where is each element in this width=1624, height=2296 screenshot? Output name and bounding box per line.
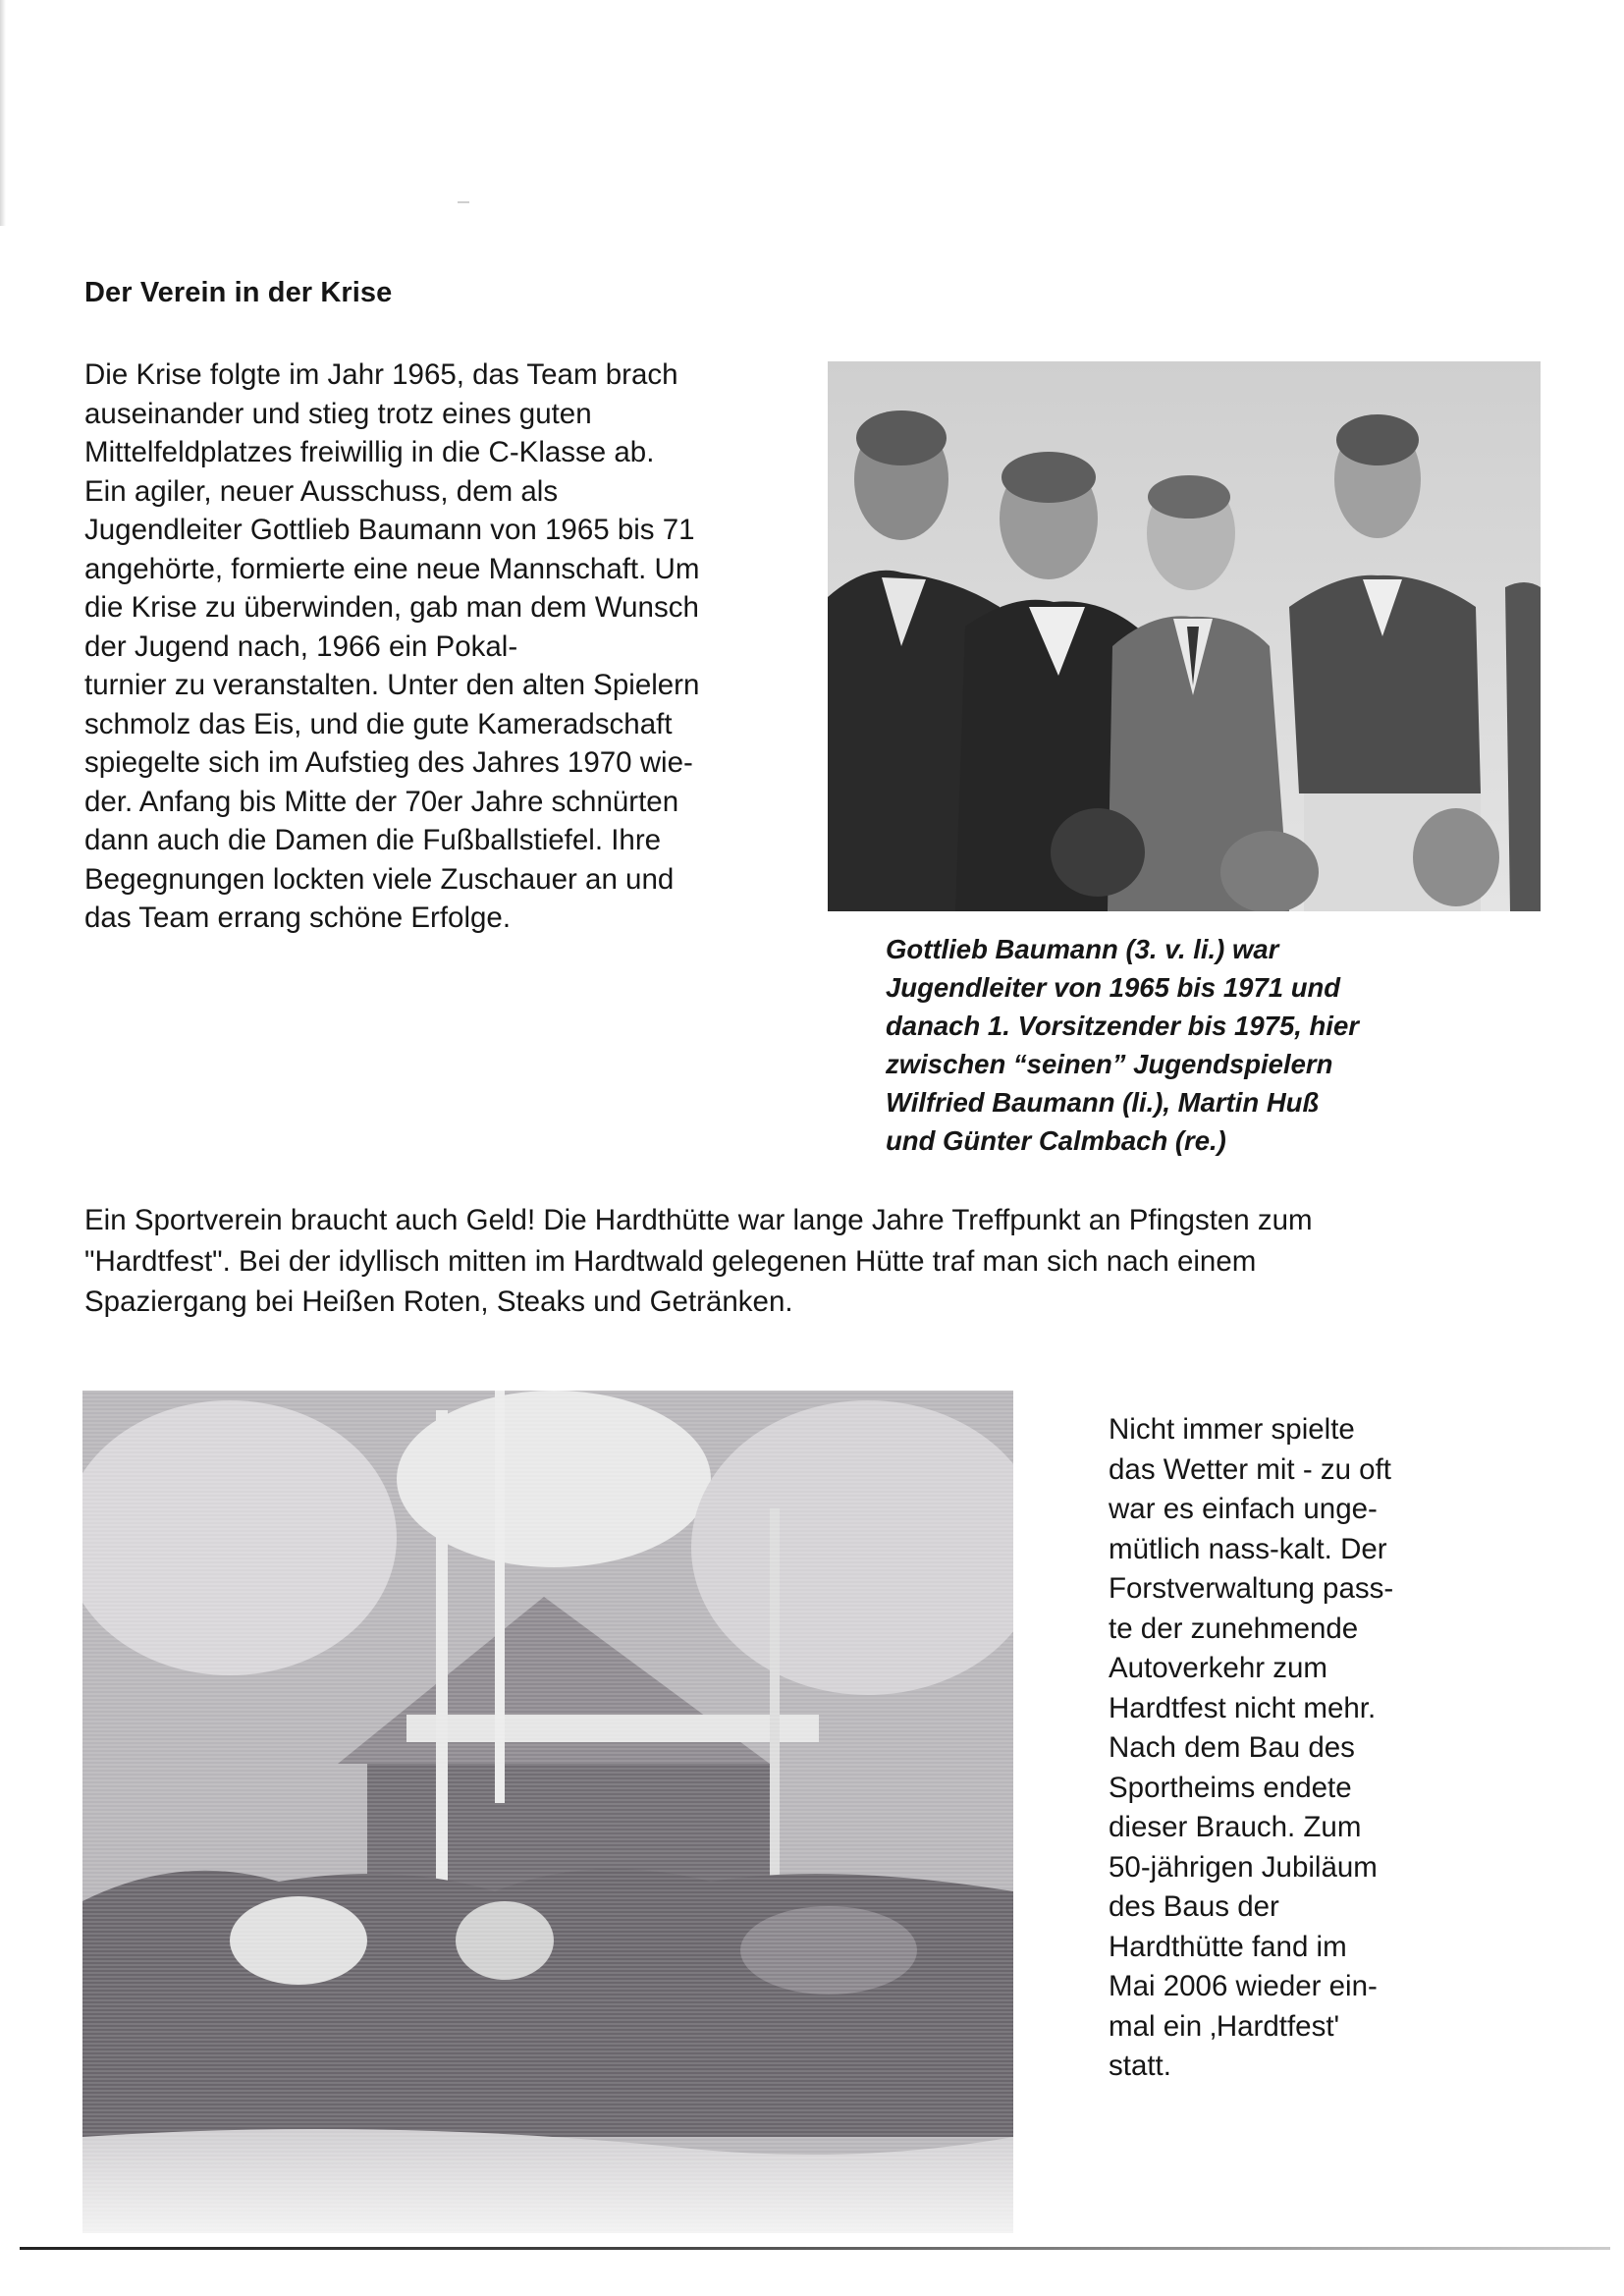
photo-caption: Gottlieb Baumann (3. v. li.) war Jugendleiter von 1965 bis 1971 und danach 1. Vorsitzender bis 1975, hier zwischen “seinen” Jugendspielern Wilfried Baumann (li.), Martin Huß und Günter Calmbach (re.) (886, 934, 1359, 1156)
intro-paragraph: Die Krise folgte im Jahr 1965, das Team brach auseinander und stieg trotz eines guten Mittelfeldplatzes freiwillig in die C-Klasse ab. Ein agiler, neuer Ausschuss, dem als Jugendleiter Gottlieb Baumann von 1965 bis 71 angehörte, formierte eine neue Mannschaft. Um die Krise zu überwinden, gab man dem Wunsch der Jugend nach, 1966 ein Pokal- turnier zu veranstalten. Unter den alten Spielern schmolz das Eis, und die gute Kameradschaft spiegelte sich im Aufstieg des Jahres 1970 wie- der. Anfang bis Mitte der 70er Jahre schnürten dann auch die Damen die Fußballstiefel. Ihre Begegnungen lockten viele Zuschauer an und das Team errang schöne Erfolge. (84, 358, 700, 934)
side-paragraph: Nicht immer spielte das Wetter mit - zu oft war es einfach unge- mütlich nass-kalt. Der Forstverwaltung pass- te der zunehmende Autoverkehr zum Hardtfest nicht mehr. Nach dem Bau des Sportheims endete dieser Brauch. Zum 50-jährigen Jubiläum des Baus der Hardthütte fand im Mai 2006 wieder ein- mal ein ‚Hardtfest' statt. (1109, 1413, 1394, 2082)
scan-edge-shadow (0, 0, 6, 226)
team-photo (828, 361, 1541, 911)
section-heading: Der Verein in der Krise (84, 277, 393, 308)
bottom-rule (20, 2247, 1610, 2250)
hardtfest-paragraph: Ein Sportverein braucht auch Geld! Die Hardthütte war lange Jahre Treffpunkt an Pfingsten zum "Hardtfest". Bei der idyllisch mitten im Hardtwald gelegenen Hütte traf man sich nach einem Spaziergang bei Heißen Roten, Steaks und Getränken. (84, 1204, 1313, 1318)
scan-speck (458, 201, 469, 203)
hardtfest-photo (82, 1391, 1013, 2233)
